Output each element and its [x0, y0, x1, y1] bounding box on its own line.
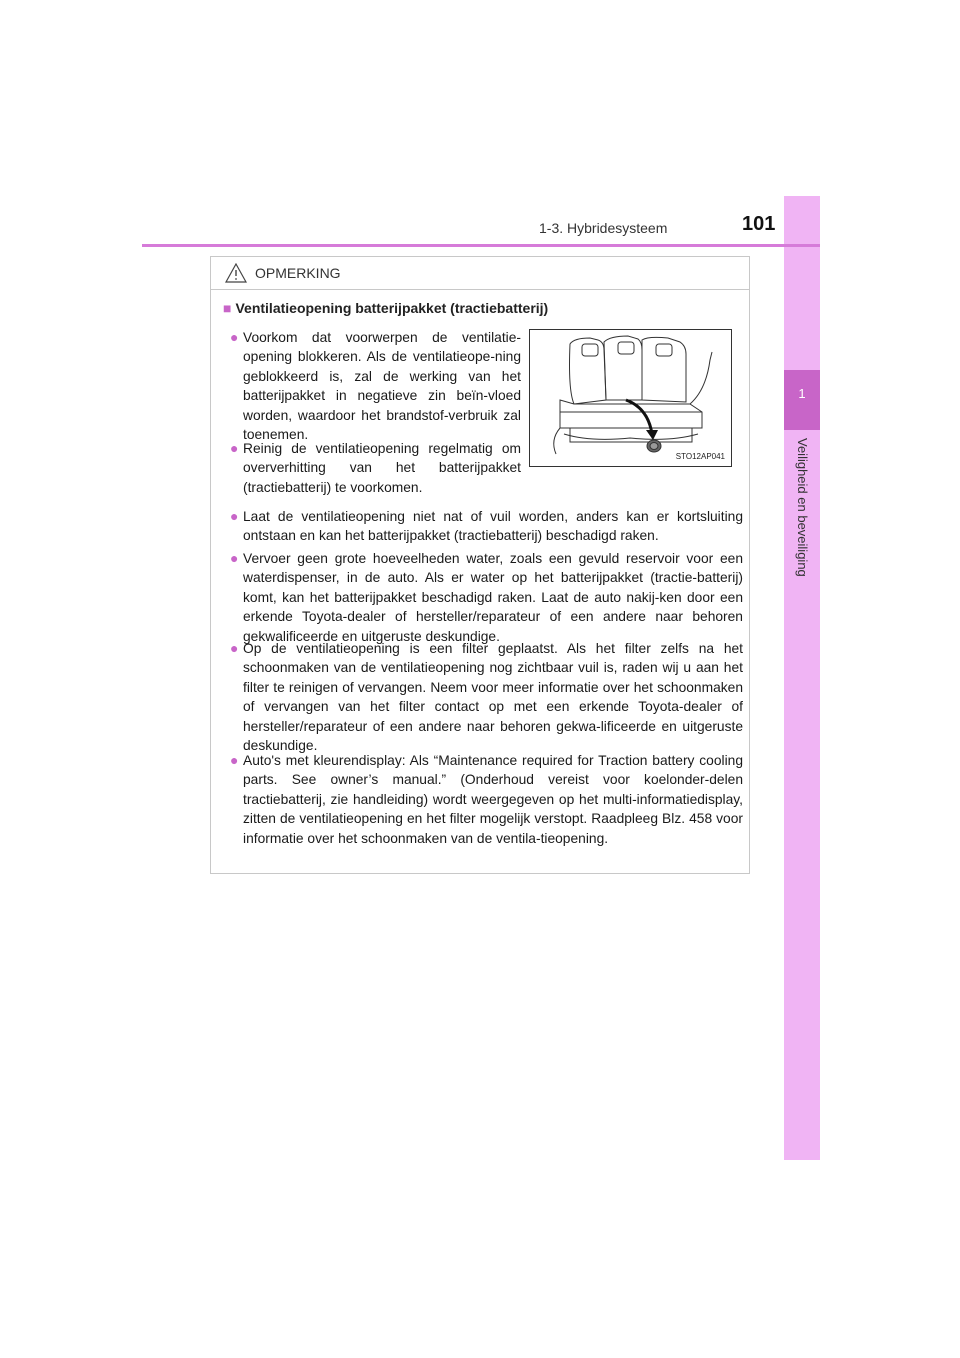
rear-seat-drawing: [530, 330, 731, 466]
square-bullet-icon: ■: [223, 300, 232, 316]
warning-icon: [225, 263, 247, 283]
list-item: [230, 439, 521, 497]
bullet-icon: ●: [230, 752, 239, 768]
list-item-text: Auto's met kleurendisplay: Als “Maintenance required for Traction battery cooling parts. See owner’s manual.” (Onderhoud vereist voor koelonder-delen tractiebatterij, zie handleiding) wordt weergegeven op het multi-informatiedisplay, zitten de ventilatieopening en het filter mogelijk verstopt. Raadpleeg Blz. 458 voor informatie over het schoonmaken van de ventila-tieopening.: [243, 753, 743, 846]
list-item: [230, 751, 743, 848]
list-item-text: Vervoer geen grote hoeveelheden water, zoals een gevuld reservoir voor een waterdispenser, in de auto. Als er water op het batterijpakket (tractie-batterij) komt, kan het batterijpakket beschadigd raken. Laat de auto nakij-ken door een erkende Toyota-dealer of hersteller/reparateur of een andere naar behoren gekwalificeerde en uitgeruste deskundige.: [243, 551, 743, 644]
header-rule: [142, 244, 820, 247]
bullet-icon: ●: [230, 640, 239, 656]
list-item: [230, 507, 743, 546]
list-item-text: Laat de ventilatieopening niet nat of vuil worden, anders kan er kortsluiting ontstaan en kan het batterijpakket (tractiebatterij) beschadigd raken.: [243, 509, 743, 544]
rear-seat-illustration: [529, 329, 732, 467]
list-item: [230, 328, 521, 444]
bullet-icon: ●: [230, 329, 239, 345]
note-title: OPMERKING: [255, 265, 341, 281]
figure-label: STO12AP041: [675, 452, 725, 461]
chapter-title: Veiligheid en beveiliging: [795, 438, 810, 577]
list-item: [230, 549, 743, 646]
section-heading-text: Ventilatieopening batterijpakket (tractiebatterij): [235, 300, 549, 316]
list-item: [230, 639, 743, 755]
bullet-icon: ●: [230, 440, 239, 456]
list-item-text: Reinig de ventilatieopening regelmatig om oververhitting van het batterijpakket (tractiebatterij) te voorkomen.: [243, 441, 521, 495]
chapter-number: 1: [798, 386, 806, 401]
section-heading: [223, 300, 548, 316]
note-box: [210, 256, 750, 874]
note-header: [211, 257, 749, 290]
list-item-text: Op de ventilatieopening is een filter geplaatst. Als het filter zelfs na het schoonmaken van de ventilatieopening nog zichtbaar vuil is, raden wij u aan het filter te reinigen of vervangen. Neem voor meer informatie over het schoonmaken of vervangen van het filter contact op met een erkende Toyota-dealer of hersteller/reparateur of een andere naar behoren gekwa-lificeerde en uitgeruste deskundige.: [243, 641, 743, 754]
list-item-text: Voorkom dat voorwerpen de ventilatie-opening blokkeren. Als de ventilatieope-ning geblokkeerd is, zal de werking van het batterijpakket in negatieve zin beïn-vloed worden, waardoor het brandstof-verbruik zal toenemen.: [243, 330, 521, 443]
bullet-icon: ●: [230, 508, 239, 524]
section-title: 1-3. Hybridesysteem: [539, 220, 668, 236]
page-number: 101: [742, 213, 776, 235]
chapter-sidebar: [784, 196, 820, 1160]
bullet-icon: ●: [230, 550, 239, 566]
